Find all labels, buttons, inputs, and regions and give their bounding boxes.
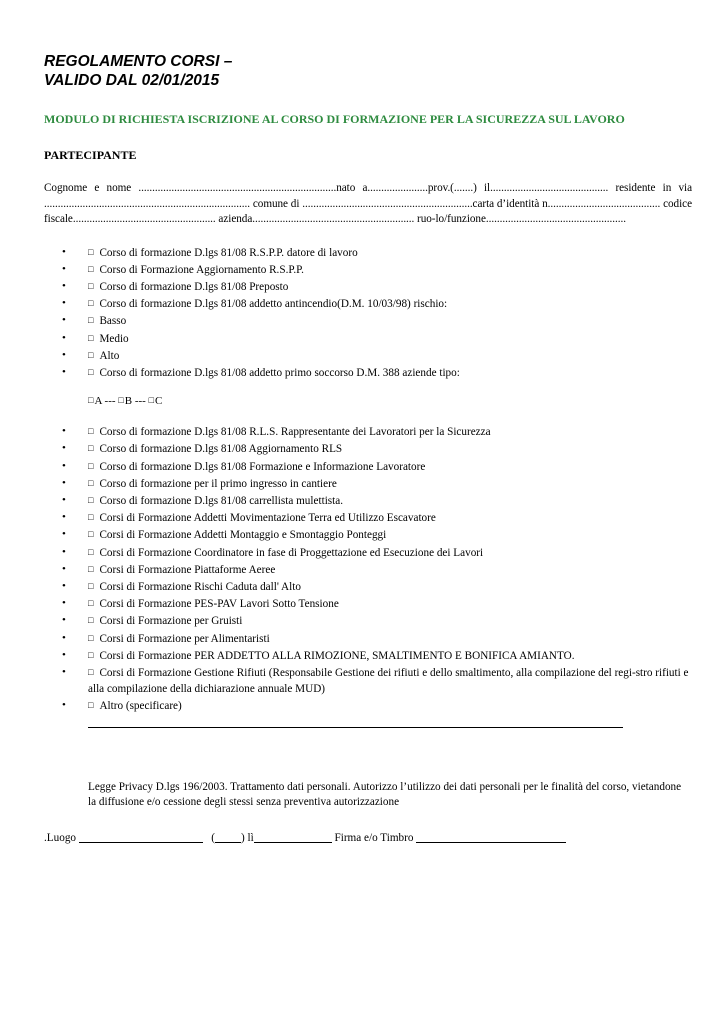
course-option-label: Corso di formazione D.lgs 81/08 carrellista mulettista. (99, 494, 344, 507)
checkbox-icon[interactable]: □ (88, 546, 94, 557)
bullet-icon: • (62, 545, 66, 558)
course-option-label: Corsi di Formazione Piattaforme Aeree (99, 563, 276, 576)
course-option[interactable] (44, 423, 692, 440)
course-option-label: Corsi di Formazione Gestione Rifiuti (Responsabile Gestione dei rifiuti e dello smaltimento, alla compilazione del regi-stro rifiuti e alla compilazione della dichiarazione annuale MUD) (88, 666, 689, 696)
luogo-label: .Luogo (44, 831, 77, 844)
privacy-notice: Legge Privacy D.lgs 196/2003. Trattamento dati personali. Autorizzo l’utilizzo dei dati personali per le finalità del corso, vietandone la diffusione e/o cessione degli stessi senza preventiva autorizzazione (88, 780, 682, 809)
course-option-label: Corsi di Formazione Addetti Movimentazione Terra ed Utilizzo Escavatore (99, 512, 436, 525)
document-title (44, 52, 692, 90)
title-line-1: REGOLAMENTO CORSI – (44, 53, 233, 70)
bullet-icon: • (62, 314, 66, 327)
checkbox-icon[interactable]: □ (88, 666, 94, 677)
bullet-icon: • (62, 631, 66, 644)
course-option[interactable] (44, 295, 692, 312)
course-option-label: Corso di Formazione Aggiornamento R.S.P.P. (99, 263, 304, 276)
form-heading: MODULO DI RICHIESTA ISCRIZIONE AL CORSO DI FORMAZIONE PER LA SICUREZZA SUL LAVORO (44, 112, 625, 126)
checkbox-icon: □ (88, 395, 94, 406)
course-option-label: Corso di formazione D.lgs 81/08 Formazione e Informazione Lavoratore (99, 460, 426, 473)
course-option[interactable] (44, 475, 692, 492)
option-separator: --- (132, 395, 149, 408)
luogo-field[interactable] (79, 831, 203, 843)
checkbox-icon[interactable]: □ (88, 366, 94, 377)
checkbox-icon[interactable]: □ (88, 563, 94, 574)
company-type-b-option[interactable]: □B (118, 395, 133, 408)
course-list-part2 (44, 423, 692, 714)
bullet-icon: • (62, 493, 66, 506)
course-option[interactable] (44, 578, 692, 595)
bullet-icon: • (62, 297, 66, 310)
course-option[interactable] (44, 612, 692, 629)
course-option[interactable] (44, 697, 692, 714)
course-option-label: Corsi di Formazione Rischi Caduta dall' Alto (99, 580, 301, 593)
bullet-icon: • (62, 648, 66, 661)
option-separator: --- (101, 395, 119, 408)
bullet-icon: • (62, 597, 66, 610)
bullet-icon: • (62, 245, 66, 258)
course-option[interactable] (44, 347, 692, 364)
bullet-icon: • (62, 348, 66, 361)
course-option[interactable] (44, 244, 692, 261)
checkbox-icon[interactable]: □ (88, 263, 94, 274)
bullet-icon: • (62, 579, 66, 592)
course-option[interactable] (44, 330, 692, 347)
course-option-label: Medio (99, 332, 129, 345)
checkbox-icon[interactable]: □ (88, 632, 94, 643)
course-option-label: Corsi di Formazione PER ADDETTO ALLA RIMOZIONE, SMALTIMENTO E BONIFICA AMIANTO. (99, 649, 575, 662)
checkbox-icon[interactable]: □ (88, 443, 94, 454)
paren-open: ( (211, 831, 215, 844)
course-option-label: Corso di formazione D.lgs 81/08 R.L.S. Rappresentante dei Lavoratori per la Sicurezza (99, 426, 491, 439)
bullet-icon: • (62, 511, 66, 524)
company-type-c-option[interactable]: □C (148, 395, 163, 408)
checkbox-icon[interactable]: □ (88, 529, 94, 540)
course-option[interactable] (44, 458, 692, 475)
course-option[interactable] (44, 261, 692, 278)
bullet-icon: • (62, 665, 66, 678)
course-option-label: Corsi di Formazione Addetti Montaggio e Smontaggio Ponteggi (99, 529, 387, 542)
course-option[interactable] (44, 509, 692, 526)
course-option[interactable] (44, 492, 692, 509)
course-option[interactable] (44, 312, 692, 329)
specify-other-input-line[interactable] (88, 719, 623, 728)
checkbox-icon[interactable]: □ (88, 700, 94, 711)
checkbox-icon[interactable]: □ (88, 315, 94, 326)
checkbox-icon[interactable]: □ (88, 460, 94, 471)
form-page (44, 52, 692, 844)
signature-row (44, 831, 692, 844)
course-list-part1 (44, 244, 692, 382)
bullet-icon: • (62, 476, 66, 489)
course-option[interactable] (44, 630, 692, 647)
date-field[interactable] (254, 831, 332, 843)
checkbox-icon[interactable]: □ (88, 477, 94, 488)
course-option-label: Corso di formazione D.lgs 81/08 Preposto (99, 280, 289, 293)
bullet-icon: • (62, 425, 66, 438)
checkbox-icon[interactable]: □ (88, 615, 94, 626)
bullet-icon: • (62, 442, 66, 455)
company-type-options (88, 395, 692, 407)
bullet-icon: • (62, 459, 66, 472)
checkbox-icon[interactable]: □ (88, 598, 94, 609)
checkbox-icon[interactable]: □ (88, 426, 94, 437)
signature-field[interactable] (416, 831, 566, 843)
course-option-label: Corso di formazione D.lgs 81/08 Aggiornamento RLS (99, 443, 343, 456)
course-option-label: Alto (99, 349, 120, 362)
course-option[interactable] (44, 561, 692, 578)
checkbox-icon: □ (118, 395, 124, 406)
course-option[interactable] (44, 526, 692, 543)
province-field[interactable] (215, 831, 241, 843)
course-option[interactable] (44, 278, 692, 295)
checkbox-icon[interactable]: □ (88, 246, 94, 257)
checkbox-icon[interactable]: □ (88, 580, 94, 591)
participant-data-fields[interactable]: Cognome e nome ........................................................................nato a......................prov.(.......) il........................................... residente in via ........................................................................... comune di ..............................................................carta d’identità n......................................... codice fiscale.................................................... azienda........................................................... ruo-lo/funzione................................................... (44, 182, 692, 225)
firma-label: Firma e/o Timbro (334, 831, 414, 844)
checkbox-icon[interactable]: □ (88, 280, 94, 291)
course-option-label: Corso di formazione D.lgs 81/08 addetto primo soccorso D.M. 388 aziende tipo: (99, 366, 460, 379)
bullet-icon: • (62, 331, 66, 344)
bullet-icon: • (62, 614, 66, 627)
bullet-icon: • (62, 699, 66, 712)
li-label: lì (247, 831, 254, 844)
course-option-label: Corsi di Formazione PES-PAV Lavori Sotto Tensione (99, 598, 339, 611)
title-line-2: VALIDO DAL 02/01/2015 (44, 72, 220, 89)
course-option[interactable] (44, 364, 692, 381)
company-type-a-option[interactable]: □A (88, 395, 102, 408)
checkbox-icon[interactable]: □ (88, 649, 94, 660)
checkbox-icon[interactable]: □ (88, 494, 94, 505)
course-option[interactable] (44, 647, 692, 664)
course-option[interactable] (44, 664, 692, 697)
participant-section-label: PARTECIPANTE (44, 148, 137, 162)
course-option-label: Corso di formazione per il primo ingresso in cantiere (99, 477, 337, 490)
course-option-label: Corsi di Formazione Coordinatore in fase di Proggettazione ed Esecuzione dei Lavori (99, 546, 484, 559)
checkbox-icon[interactable]: □ (88, 298, 94, 309)
course-option-label: Corsi di Formazione per Gruisti (99, 615, 243, 628)
bullet-icon: • (62, 262, 66, 275)
course-option-label: Basso (99, 315, 127, 328)
course-option-label: Corso di formazione D.lgs 81/08 R.S.P.P. datore di lavoro (99, 246, 358, 259)
course-option-label: Altro (specificare) (99, 700, 182, 713)
course-option[interactable] (44, 544, 692, 561)
course-option[interactable] (44, 440, 692, 457)
course-option-label: Corso di formazione D.lgs 81/08 addetto antincendio(D.M. 10/03/98) rischio: (99, 298, 448, 311)
bullet-icon: • (62, 365, 66, 378)
checkbox-icon[interactable]: □ (88, 332, 94, 343)
checkbox-icon[interactable]: □ (88, 512, 94, 523)
bullet-icon: • (62, 562, 66, 575)
checkbox-icon[interactable]: □ (88, 349, 94, 360)
bullet-icon: • (62, 279, 66, 292)
paren-close: ) (240, 831, 245, 844)
checkbox-icon: □ (148, 395, 154, 406)
course-option-label: Corsi di Formazione per Alimentaristi (99, 632, 270, 645)
bullet-icon: • (62, 528, 66, 541)
course-option[interactable] (44, 595, 692, 612)
